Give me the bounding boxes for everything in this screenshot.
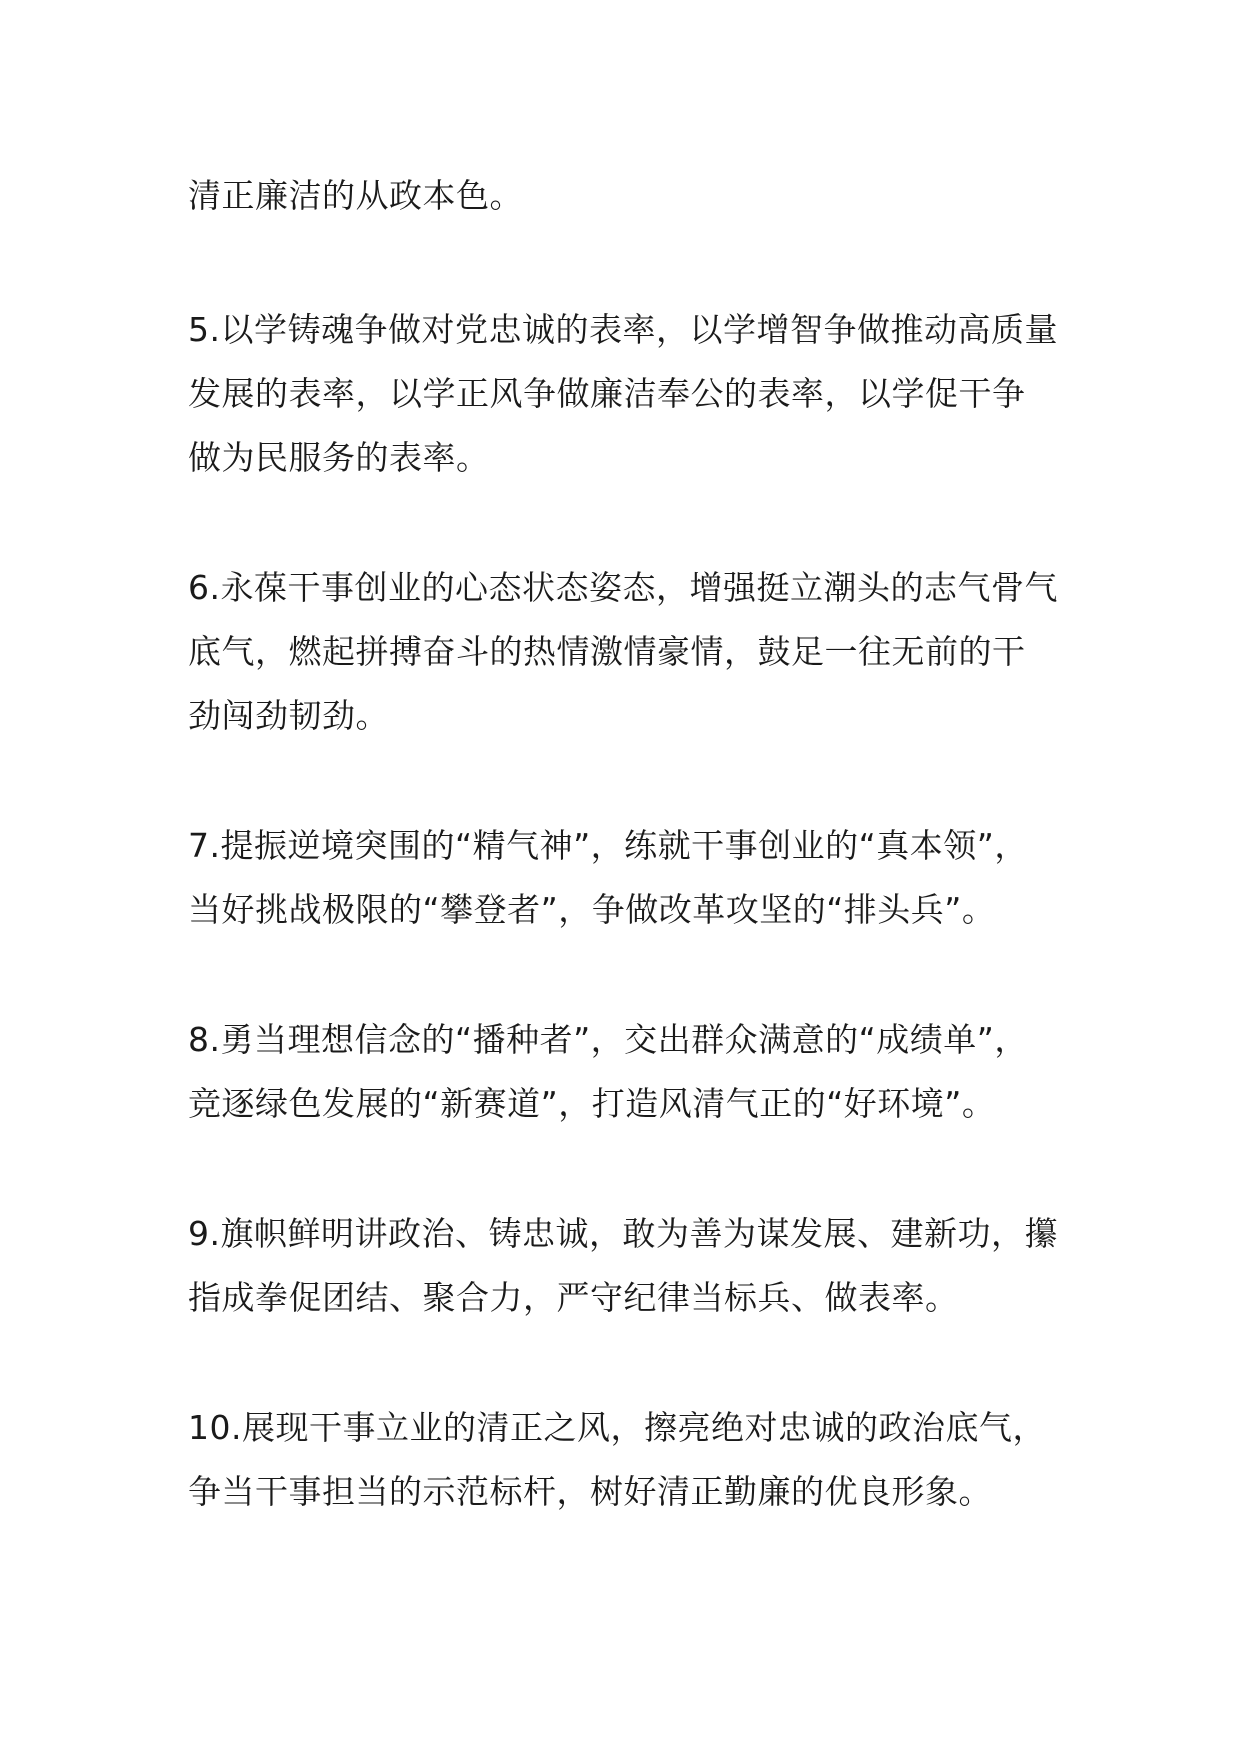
paragraph-continuation <box>188 164 1088 228</box>
text-line: 8.勇当理想信念的“播种者”，交出群众满意的“成绩单”， <box>188 1020 1028 1059</box>
text-line: 做为民服务的表率。 <box>188 438 490 477</box>
text-line: 发展的表率，以学正风争做廉洁奉公的表率，以学促干争 <box>188 374 1026 413</box>
text-line: 5.以学铸魂争做对党忠诚的表率，以学增智争做推动高质量 <box>188 310 1058 349</box>
paragraph-item-8 <box>188 1008 1088 1136</box>
text-line: 劲闯劲韧劲。 <box>188 696 389 735</box>
text-line: 6.永葆干事创业的心态状态姿态，增强挺立潮头的志气骨气 <box>188 568 1058 607</box>
paragraph-item-5 <box>188 298 1088 490</box>
paragraph-item-6 <box>188 556 1088 748</box>
text-line: 10.展现干事立业的清正之风，擦亮绝对忠诚的政治底气， <box>188 1408 1046 1447</box>
text-line: 指成拳促团结、聚合力，严守纪律当标兵、做表率。 <box>188 1278 959 1317</box>
paragraph-item-9 <box>188 1202 1088 1330</box>
text-line: 竞逐绿色发展的“新赛道”，打造风清气正的“好环境”。 <box>188 1084 996 1123</box>
text-line: 7.提振逆境突围的“精气神”，练就干事创业的“真本领”， <box>188 826 1028 865</box>
text-line: 底气，燃起拼搏奋斗的热情激情豪情，鼓足一往无前的干 <box>188 632 1026 671</box>
text-line: 清正廉洁的从政本色。 <box>188 176 523 215</box>
paragraph-item-7 <box>188 814 1088 942</box>
text-line: 当好挑战极限的“攀登者”，争做改革攻坚的“排头兵”。 <box>188 890 996 929</box>
text-line: 争当干事担当的示范标杆，树好清正勤廉的优良形象。 <box>188 1472 992 1511</box>
paragraph-item-10 <box>188 1396 1088 1524</box>
text-line: 9.旗帜鲜明讲政治、铸忠诚，敢为善为谋发展、建新功，攥 <box>188 1214 1058 1253</box>
